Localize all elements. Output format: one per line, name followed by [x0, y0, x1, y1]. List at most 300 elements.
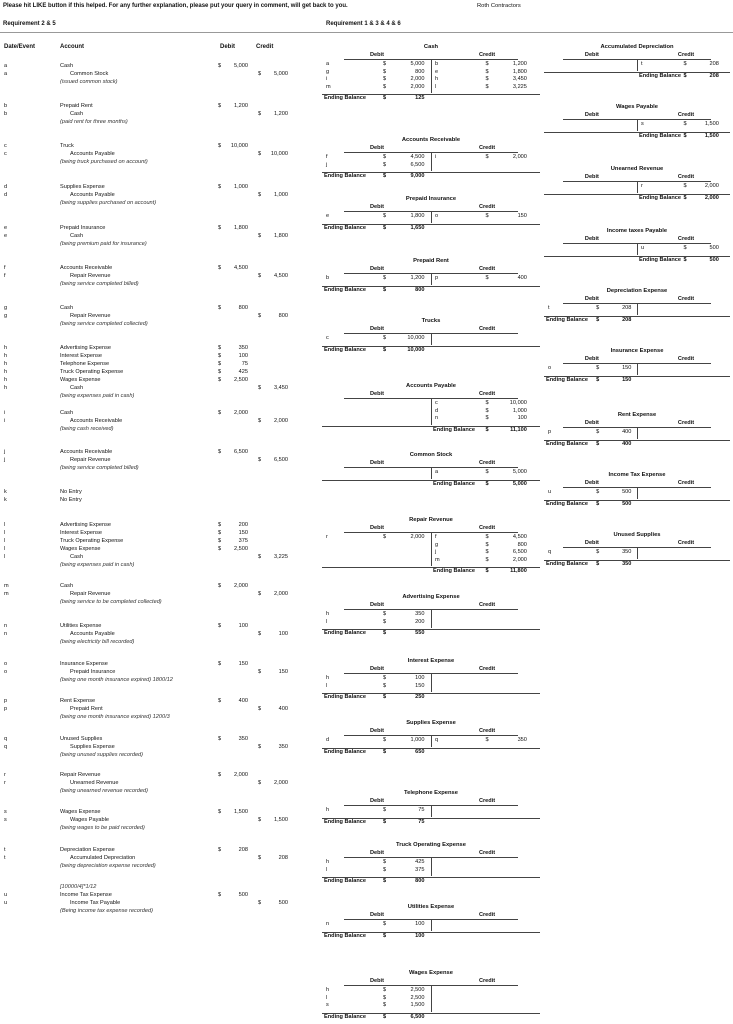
t-entry-ref: c — [435, 400, 438, 406]
t-entry-ref: l — [326, 994, 328, 1001]
t-credit-label: Credit — [677, 296, 695, 302]
journal-account: Depreciation Expense — [60, 847, 115, 853]
t-credit-label: Credit — [478, 204, 496, 210]
t-account-title: Prepaid Rent — [413, 258, 449, 264]
journal-date: n — [4, 623, 8, 629]
journal-date: c — [4, 151, 7, 157]
dollar-sign: $ — [383, 737, 387, 743]
t-entry-ref: l — [435, 83, 437, 90]
t-ending-balance — [544, 500, 730, 508]
journal-note: (issued common stock) — [60, 79, 118, 85]
t-credit-entry — [431, 400, 540, 408]
journal-debit-value: 75 — [241, 361, 248, 367]
journal-date: h — [4, 369, 8, 375]
journal-account: Wages Expense — [60, 546, 101, 552]
t-credit-label: Credit — [478, 850, 496, 856]
journal-row — [0, 417, 316, 425]
t-credit-entry — [431, 76, 540, 84]
journal-note: (Being income tax expense recorded) — [60, 908, 153, 914]
journal-account: Cash — [60, 583, 74, 589]
journal-date: e — [4, 233, 8, 239]
t-debit-label: Debit — [369, 525, 384, 531]
journal-date: e — [4, 225, 8, 231]
journal-row — [0, 713, 316, 721]
journal-debit-value: 500 — [238, 892, 248, 898]
ending-balance-value: 500 — [709, 256, 719, 263]
t-credit-entry — [431, 69, 540, 77]
journal-date: h — [4, 361, 8, 367]
dollar-sign: $ — [258, 706, 262, 712]
dollar-sign: $ — [218, 369, 222, 375]
journal-account: Prepaid Rent — [70, 706, 103, 712]
journal-debit-value: 100 — [238, 623, 248, 629]
journal-account: Utilities Expense — [60, 623, 102, 629]
t-account-title: Income taxes Payable — [606, 228, 668, 234]
ending-balance-label: Ending Balance — [324, 224, 366, 231]
journal-account: Accounts Payable — [70, 151, 115, 157]
journal-row — [0, 899, 316, 907]
journal-date: p — [4, 698, 8, 704]
t-debit-label: Debit — [369, 728, 384, 734]
journal-credit-value: 10,000 — [270, 151, 288, 157]
dollar-sign: $ — [218, 143, 222, 149]
t-account-title: Repair Revenue — [409, 517, 453, 523]
t-entry-value: 1,200 — [512, 61, 527, 67]
t-debit-label: Debit — [369, 266, 384, 272]
journal-date: s — [4, 817, 7, 823]
t-debit-entry — [322, 534, 431, 542]
t-entry-value: 2,000 — [410, 76, 425, 82]
t-entry-ref: q — [435, 737, 439, 743]
t-entry-ref: d — [326, 737, 330, 743]
dollar-sign: $ — [383, 1013, 387, 1020]
t-debit-entry — [322, 995, 431, 1003]
journal-account: Unused Supplies — [60, 736, 103, 742]
journal-row — [0, 280, 316, 288]
t-debit-entry — [322, 867, 431, 875]
dollar-sign: $ — [485, 407, 489, 414]
ending-balance-value: 1,650 — [410, 224, 425, 231]
t-debit-label: Debit — [369, 798, 384, 804]
t-credit-entry — [431, 542, 540, 550]
t-credit-label: Credit — [677, 480, 695, 486]
t-ending-balance — [544, 316, 730, 324]
dollar-sign: $ — [485, 76, 489, 82]
journal-debit-value: 2,000 — [234, 772, 248, 778]
journal-note: (being depreciation expense recorded) — [60, 863, 156, 869]
t-credit-entry — [637, 121, 730, 129]
ending-balance-value: 5,000 — [512, 480, 527, 487]
journal-row — [0, 264, 316, 272]
ending-balance-label: Ending Balance — [324, 694, 366, 700]
dollar-sign: $ — [383, 859, 387, 865]
journal-row — [0, 352, 316, 360]
t-account-title: Advertising Expense — [402, 594, 460, 600]
journal-credit-value: 4,500 — [274, 273, 288, 279]
journal-note: (being one month insurance expired) 1800/12 — [60, 677, 173, 683]
dollar-sign: $ — [596, 500, 600, 507]
t-debit-entry — [322, 335, 431, 343]
t-entry-value: 100 — [517, 415, 527, 421]
t-ending-balance — [322, 748, 540, 756]
journal-date: l — [4, 546, 6, 552]
journal-debit-value: 208 — [238, 847, 248, 853]
journal-account: Interest Expense — [60, 353, 102, 359]
journal-debit-value: 400 — [238, 698, 248, 704]
t-account-center-line — [637, 363, 638, 375]
t-entry-value: 100 — [415, 921, 425, 927]
dollar-sign: $ — [258, 900, 262, 906]
t-credit-entry — [431, 61, 540, 69]
journal-row — [0, 891, 316, 899]
journal-debit-value: 1,000 — [234, 184, 248, 190]
t-credit-entry — [431, 557, 540, 565]
t-entry-ref: p — [435, 275, 439, 281]
t-debit-entry — [544, 549, 637, 557]
t-ending-balance — [322, 94, 540, 102]
t-account — [322, 383, 540, 443]
t-debit-label: Debit — [584, 356, 599, 362]
t-entry-ref: e — [435, 68, 439, 75]
t-entry-value: 10,000 — [407, 335, 425, 341]
dollar-sign: $ — [218, 449, 222, 455]
t-account-title: Utilities Expense — [407, 904, 455, 910]
t-account-title: Trucks — [421, 318, 441, 324]
t-entry-value: 1,800 — [512, 68, 527, 75]
ending-balance-label: Ending Balance — [324, 95, 366, 101]
ending-balance-label: Ending Balance — [324, 346, 366, 353]
journal-date: g — [4, 313, 8, 319]
dollar-sign: $ — [383, 618, 387, 625]
journal-date: l — [4, 554, 6, 560]
journal-credit-value: 1,000 — [274, 192, 288, 198]
t-entry-ref: j — [435, 549, 437, 555]
t-account-center-line — [637, 427, 638, 439]
journal-row — [0, 598, 316, 606]
t-credit-label: Credit — [677, 112, 695, 118]
t-account — [322, 594, 540, 654]
journal-row — [0, 448, 316, 456]
journal-row — [0, 62, 316, 70]
t-debit-label: Debit — [369, 460, 384, 466]
t-entry-value: 2,500 — [410, 987, 425, 993]
t-ending-balance — [544, 256, 730, 264]
t-entry-ref: d — [435, 407, 439, 414]
ending-balance-label: Ending Balance — [546, 440, 588, 447]
t-entry-ref: s — [641, 121, 644, 127]
journal-row — [0, 496, 316, 504]
ending-balance-label: Ending Balance — [639, 194, 681, 201]
dollar-sign: $ — [258, 111, 262, 117]
t-account — [544, 472, 730, 528]
dollar-sign: $ — [683, 61, 687, 67]
t-entry-value: 150 — [517, 213, 527, 219]
journal-note: (being service to be completed collected) — [60, 599, 162, 605]
t-entry-value: 500 — [709, 245, 719, 251]
journal-account: Wages Expense — [60, 809, 101, 815]
t-ending-balance — [322, 480, 540, 488]
journal-account: Telephone Expense — [60, 361, 110, 367]
dollar-sign: $ — [258, 554, 262, 560]
t-credit-entry — [431, 275, 540, 283]
journal-account: Truck Operating Expense — [60, 369, 124, 375]
t-account — [544, 44, 730, 100]
t-debit-entry — [322, 611, 431, 619]
dollar-sign: $ — [683, 72, 687, 79]
ending-balance-label: Ending Balance — [324, 878, 366, 884]
t-entry-ref: c — [326, 335, 329, 341]
t-entry-ref: o — [548, 365, 552, 371]
t-ending-balance — [544, 376, 730, 384]
dollar-sign: $ — [383, 694, 387, 700]
t-account-title: Wages Payable — [616, 104, 658, 110]
journal-note: (being expenses paid in cash) — [60, 393, 135, 399]
t-account — [544, 104, 730, 160]
t-entry-ref: t — [641, 61, 643, 67]
journal-account: Rent Expense — [60, 698, 96, 704]
t-account — [322, 970, 540, 1024]
t-entry-ref: h — [435, 76, 439, 82]
ending-balance-value: 208 — [709, 72, 719, 79]
t-account-title: Insurance Expense — [610, 348, 664, 354]
t-credit-entry — [431, 534, 540, 542]
t-account — [322, 318, 540, 378]
journal-date: f — [4, 273, 6, 279]
t-account-center-line — [431, 919, 432, 931]
journal-row — [0, 425, 316, 433]
t-credit-label: Credit — [478, 52, 496, 58]
dollar-sign: $ — [383, 224, 387, 231]
t-debit-entry — [544, 365, 637, 373]
t-credit-entry — [637, 245, 730, 253]
journal-date: i — [4, 410, 6, 416]
journal-row — [0, 816, 316, 824]
t-account-title: Accumulated Depreciation — [600, 44, 674, 50]
ending-balance-value: 75 — [418, 818, 425, 825]
dollar-sign: $ — [485, 469, 489, 475]
t-ending-balance — [544, 132, 730, 140]
journal-credit-value: 3,450 — [274, 385, 288, 391]
dollar-sign: $ — [485, 61, 489, 67]
journal-date: k — [4, 497, 7, 503]
t-account-title: Telephone Expense — [403, 790, 458, 796]
dollar-sign: $ — [258, 631, 262, 637]
journal-credit-value: 1,200 — [274, 111, 288, 117]
t-entry-ref: u — [548, 489, 552, 495]
t-debit-entry — [322, 154, 431, 162]
journal-note: (being truck purchased on account) — [60, 159, 148, 165]
dollar-sign: $ — [218, 184, 222, 190]
journal-account: Wages Expense — [60, 377, 101, 383]
t-debit-label: Debit — [369, 204, 384, 210]
ending-balance-value: 250 — [415, 694, 425, 700]
t-debit-entry — [322, 683, 431, 691]
dollar-sign: $ — [383, 213, 387, 219]
dollar-sign: $ — [258, 855, 262, 861]
journal-row — [0, 368, 316, 376]
dollar-sign: $ — [596, 560, 600, 567]
t-debit-label: Debit — [584, 296, 599, 302]
t-account — [544, 228, 730, 284]
t-account — [322, 517, 540, 577]
journal-credit-value: 3,225 — [274, 554, 288, 560]
journal-row — [0, 582, 316, 590]
journal-date: h — [4, 377, 8, 383]
journal-row — [0, 392, 316, 400]
journal-date: h — [4, 385, 8, 391]
t-debit-label: Debit — [369, 145, 384, 151]
journal-debit-value: 2,500 — [234, 546, 248, 552]
journal-row — [0, 142, 316, 150]
dollar-sign: $ — [383, 611, 387, 617]
dollar-sign: $ — [218, 698, 222, 704]
t-entry-value: 350 — [517, 737, 527, 743]
t-entry-ref: i — [435, 154, 437, 160]
dollar-sign: $ — [218, 225, 222, 231]
dollar-sign: $ — [383, 878, 387, 884]
dollar-sign: $ — [596, 440, 600, 447]
t-ending-balance — [322, 629, 540, 637]
dollar-sign: $ — [485, 400, 489, 406]
t-entry-ref: h — [326, 807, 330, 813]
journal-row — [0, 158, 316, 166]
journal-account: Supplies Expense — [70, 744, 115, 750]
t-entry-value: 3,225 — [512, 83, 527, 90]
journal-debit-value: 425 — [238, 369, 248, 375]
dollar-sign: $ — [258, 418, 262, 424]
dollar-sign: $ — [596, 305, 600, 311]
dollar-sign: $ — [218, 63, 222, 69]
journal-account: Cash — [60, 305, 74, 311]
ending-balance-value: 800 — [415, 878, 425, 884]
t-entry-value: 400 — [517, 275, 527, 281]
t-credit-entry — [431, 408, 540, 416]
journal-row — [0, 191, 316, 199]
journal-date: m — [4, 591, 9, 597]
journal-date: b — [4, 111, 8, 117]
t-entry-ref: e — [326, 213, 330, 219]
t-entry-value: 200 — [415, 618, 425, 625]
t-entry-ref: h — [326, 675, 330, 681]
t-debit-entry — [322, 76, 431, 84]
t-entry-value: 3,450 — [512, 76, 527, 82]
t-ending-balance — [322, 932, 540, 940]
t-entry-value: 1,500 — [704, 121, 719, 127]
t-entry-value: 1,800 — [410, 213, 425, 219]
journal-header-date: Date/Event — [4, 44, 36, 50]
dollar-sign: $ — [383, 61, 387, 67]
t-account — [322, 904, 540, 964]
journal-date: f — [4, 265, 6, 271]
ending-balance-value: 9,000 — [410, 173, 425, 179]
t-entry-value: 2,000 — [512, 556, 527, 563]
requirement-right-label: Requirement 1 & 3 & 4 & 6 — [326, 21, 401, 27]
journal-debit-value: 4,500 — [234, 265, 248, 271]
journal-note: (being unused supplies recorded) — [60, 752, 144, 758]
journal-row — [0, 622, 316, 630]
journal-date: j — [4, 449, 6, 455]
journal-date: l — [4, 522, 6, 528]
dollar-sign: $ — [383, 335, 387, 341]
t-entry-ref: n — [326, 921, 330, 927]
dollar-sign: $ — [485, 275, 489, 281]
t-account-title: Accounts Receivable — [401, 137, 461, 143]
t-account — [322, 258, 540, 318]
t-debit-entry — [322, 61, 431, 69]
ending-balance-value: 2,000 — [704, 194, 719, 201]
t-credit-label: Credit — [478, 326, 496, 332]
journal-account: Cash — [70, 385, 84, 391]
dollar-sign: $ — [218, 847, 222, 853]
ending-balance-label: Ending Balance — [546, 560, 588, 567]
t-account — [544, 412, 730, 468]
t-debit-label: Debit — [369, 912, 384, 918]
dollar-sign: $ — [596, 376, 600, 383]
dollar-sign: $ — [485, 549, 489, 555]
ending-balance-value: 400 — [622, 440, 632, 447]
t-entry-value: 2,000 — [704, 183, 719, 189]
journal-debit-value: 350 — [238, 345, 248, 351]
journal-row — [0, 304, 316, 312]
t-ending-balance — [544, 440, 730, 448]
dollar-sign: $ — [383, 1002, 387, 1008]
dollar-sign: $ — [258, 780, 262, 786]
t-entry-value: 6,500 — [410, 161, 425, 168]
ending-balance-label: Ending Balance — [433, 426, 475, 433]
dollar-sign: $ — [485, 415, 489, 421]
journal-row — [0, 697, 316, 705]
ending-balance-value: 650 — [415, 748, 425, 755]
journal-row — [0, 854, 316, 862]
journal-account: Repair Revenue — [60, 772, 101, 778]
ending-balance-label: Ending Balance — [546, 500, 588, 507]
t-entry-ref: t — [548, 305, 550, 311]
journal-row — [0, 312, 316, 320]
dollar-sign: $ — [383, 866, 387, 873]
t-entry-value: 5,000 — [410, 61, 425, 67]
t-account-title: Interest Expense — [407, 658, 455, 664]
ending-balance-value: 6,500 — [410, 1013, 425, 1020]
journal-account: Cash — [60, 63, 74, 69]
t-entry-value: 2,000 — [512, 154, 527, 160]
ending-balance-label: Ending Balance — [546, 316, 588, 323]
journal-note: (being expenses paid in cash) — [60, 562, 135, 568]
t-entry-ref: a — [435, 469, 439, 475]
t-debit-entry — [322, 675, 431, 683]
t-entry-ref: h — [326, 987, 330, 993]
journal-row — [0, 771, 316, 779]
journal-row — [0, 846, 316, 854]
t-entry-ref: h — [326, 859, 330, 865]
t-account-title: Truck Operating Expense — [396, 842, 466, 848]
journal-account: Wages Payable — [70, 817, 109, 823]
journal-row — [0, 70, 316, 78]
journal-row — [0, 183, 316, 191]
dollar-sign: $ — [258, 744, 262, 750]
dollar-sign: $ — [383, 807, 387, 813]
journal-account: Cash — [70, 554, 84, 560]
t-entry-value: 350 — [415, 611, 425, 617]
t-credit-entry — [431, 213, 540, 221]
journal-date: a — [4, 71, 8, 77]
journal-row — [0, 862, 316, 870]
journal-note: (being premium paid for insurance) — [60, 241, 147, 247]
journal-account: Interest Expense — [60, 530, 102, 536]
t-account-center-line — [637, 303, 638, 315]
t-entry-ref: b — [326, 275, 330, 281]
journal-debit-value: 10,000 — [230, 143, 248, 149]
journal-row — [0, 409, 316, 417]
